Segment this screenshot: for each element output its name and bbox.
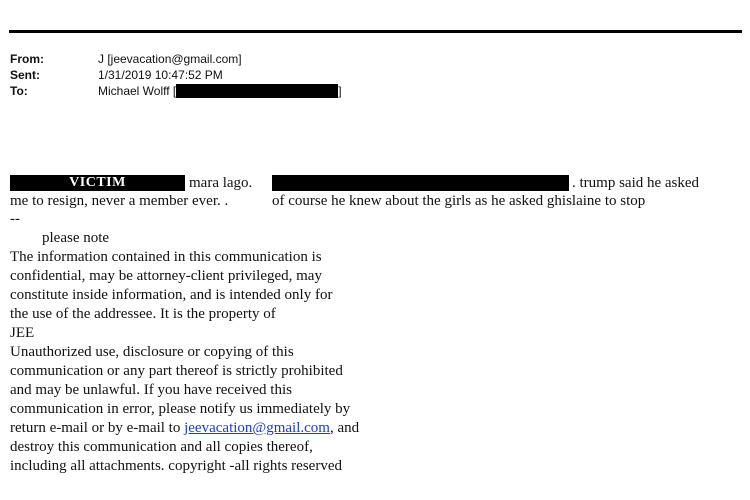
sent-label: Sent: — [10, 68, 40, 82]
redaction-box — [272, 175, 569, 191]
to-name: Michael Wolff [ — [98, 84, 177, 98]
disclaimer-line: and may be unlawful. If you have received this — [10, 382, 292, 398]
from-label: From: — [10, 52, 44, 66]
to-bracket: ] — [338, 84, 342, 98]
disclaimer-email-line — [10, 419, 359, 437]
disclaimer-email-prefix: return e-mail or by e-mail to — [10, 420, 185, 436]
from-value: J [jeevacation@gmail.com] — [98, 52, 242, 66]
disclaimer-line: communication in error, please notify us immediately by — [10, 401, 351, 417]
body-text-line2b: of course he knew about the girls as he asked ghislaine to stop — [272, 193, 646, 209]
disclaimer-line: JEE — [10, 325, 35, 341]
disclaimer-email-suffix: , and — [329, 420, 360, 436]
disclaimer-line: communication or any part thereof is strictly prohibited — [10, 363, 343, 379]
email-link[interactable]: jeevacation@gmail.com — [184, 420, 330, 436]
body-text-line2a: me to resign, never a member ever. . — [10, 193, 229, 209]
disclaimer-line: the use of the addressee. It is the property of — [10, 306, 276, 322]
to-label: To: — [10, 84, 28, 98]
sent-value: 1/31/2019 10:47:52 PM — [98, 68, 223, 82]
body-text-line1a: mara lago. — [189, 175, 253, 191]
disclaimer-line: The information contained in this communication is — [10, 249, 322, 265]
disclaimer-line: constitute inside information, and is intended only for — [10, 287, 333, 303]
victim-redaction-label: VICTIM — [10, 175, 185, 191]
please-note: please note — [42, 230, 110, 246]
disclaimer-line: including all attachments. copyright -all rights reserved — [10, 458, 342, 474]
disclaimer-line: confidential, may be attorney-client privileged, may — [10, 268, 322, 284]
header-divider — [9, 30, 742, 33]
disclaimer-line: destroy this communication and all copies thereof, — [10, 439, 313, 455]
to-value — [98, 84, 342, 98]
redaction-box — [176, 84, 338, 98]
signature-separator: -- — [10, 211, 20, 227]
disclaimer-line: Unauthorized use, disclosure or copying of this — [10, 344, 294, 360]
body-text-line1b: . trump said he asked — [572, 175, 700, 191]
